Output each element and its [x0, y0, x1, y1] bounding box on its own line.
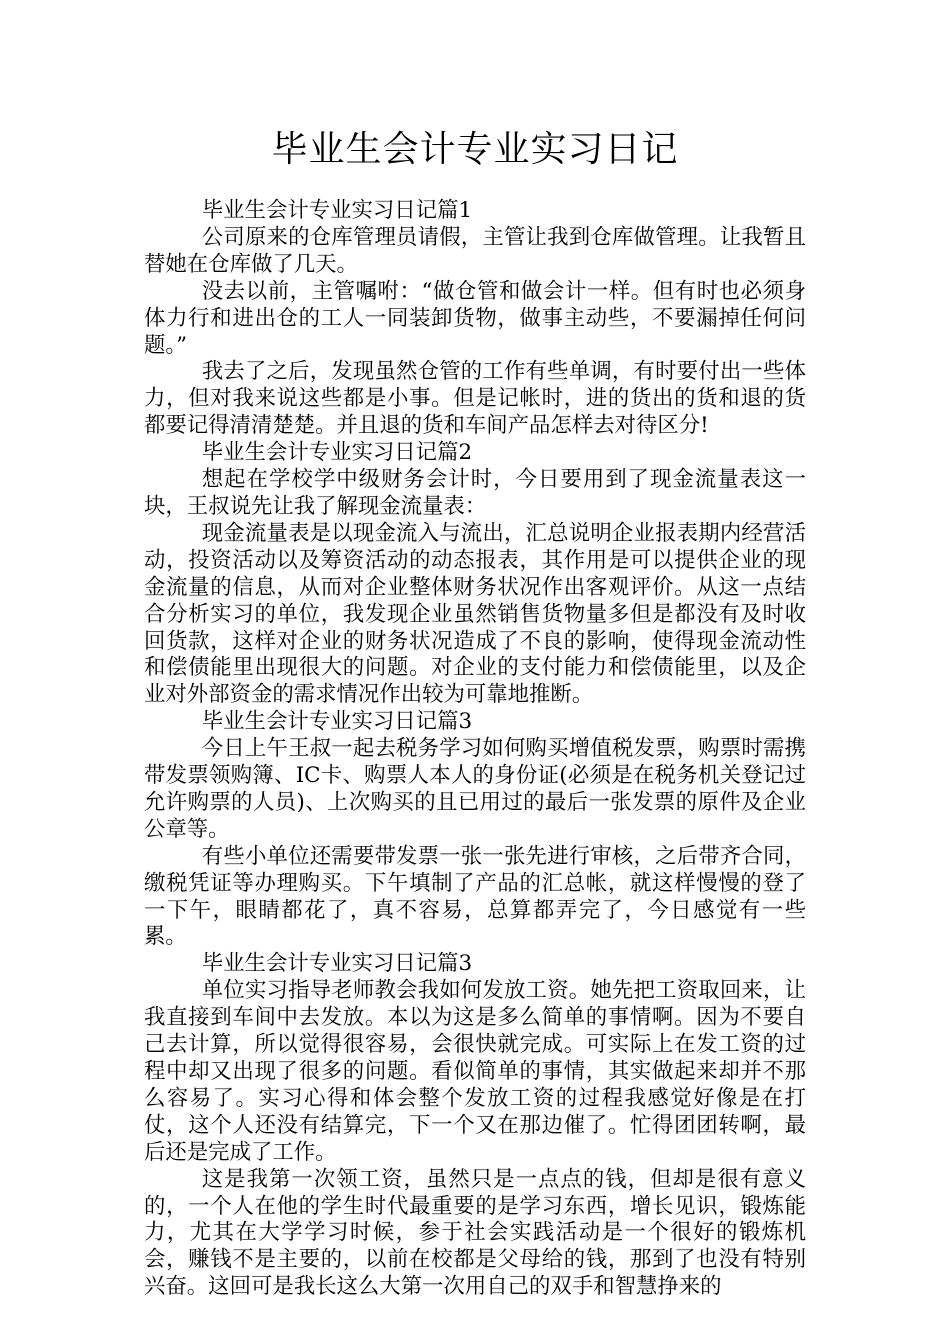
paragraph: 现金流量表是以现金流入与流出，汇总说明企业报表期内经营活动，投资活动以及筹资活动的动态报表，其作用是可以提供企业的现金流量的信息，从而对企业整体财务状况作出客观评价。从这一点结合分析实习的单位，我发现企业虽然销售货物量多但是都没有及时收回货款，这样对企业的财务状况造成了不良的影响，使得现金流动性和偿债能里出现很大的问题。对企业的支付能力和偿债能里，以及企业对外部资金的需求情况作出较为可靠地推断。 — [144, 520, 806, 708]
document-title: 毕业生会计专业实习日记 — [271, 129, 679, 170]
paragraph: 这是我第一次领工资，虽然只是一点点的钱，但却是很有意义的，一个人在他的学生时代最重要的是学习东西，增长见识，锻炼能力，尤其在大学学习时候，参于社会实践活动是一个很好的锻炼机会，赚钱不是主要的，以前在校都是父母给的钱，那到了也没有特别兴奋。这回可是我长这么大第一次用自己的双手和智慧挣来的 — [144, 1166, 806, 1300]
paragraph: 有些小单位还需要带发票一张一张先进行审核，之后带齐合同，缴税凭证等办理购买。下午填制了产品的汇总帐，就这样慢慢的登了一下午，眼睛都花了，真不容易，总算都弄完了，今日感觉有一些累。 — [144, 843, 806, 950]
paragraph: 今日上午王叔一起去税务学习如何购买增值税发票，购票时需携带发票领购簿、IC卡、购票人本人的身份证(必须是在税务机关登记过允许购票的人员)、上次购买的且已用过的最后一张发票的原件及企业公章等。 — [144, 736, 806, 842]
section-heading-3: 毕业生会计专业实习日记篇3 — [201, 709, 473, 735]
paragraph: 单位实习指导老师教会我如何发放工资。她先把工资取回来，让我直接到车间中去发放。本以为这是多么简单的事情啊。因为不要自己去计算，所以觉得很容易，会很快就完成。可实际上在发工资的过程中却又出现了很多的问题。看似简单的事情，其实做起来却并不那么容易了。实习心得和体会整个发放工资的过程我感觉好像是在打仗，这个人还没有结算完，下一个又在那边催了。忙得团团转啊，最后还是完成了工作。 — [144, 978, 806, 1165]
section-heading-2: 毕业生会计专业实习日记篇2 — [201, 440, 473, 466]
paragraph: 想起在学校学中级财务会计时，今日要用到了现金流量表这一块，王叔说先让我了解现金流量表： — [144, 467, 806, 519]
paragraph: 没去以前，主管嘱咐：“做仓管和做会计一样。但有时也必须身体力行和进出仓的工人一同装卸货物，做事主动些，不要漏掉任何问题。” — [144, 278, 806, 358]
section-heading-1: 毕业生会计专业实习日记篇1 — [201, 198, 473, 223]
section-heading-4: 毕业生会计专业实习日记篇3 — [201, 951, 473, 977]
paragraph: 我去了之后，发现虽然仓管的工作有些单调，有时要付出一些体力，但对我来说这些都是小事。但是记帐时，进的货出的货和退的货都要记得清清楚楚。并且退的货和车间产品怎样去对待区分! — [144, 359, 806, 439]
document-body — [144, 198, 806, 1301]
paragraph: 公司原来的仓库管理员请假，主管让我到仓库做管理。让我暂且替她在仓库做了几天。 — [144, 224, 806, 277]
